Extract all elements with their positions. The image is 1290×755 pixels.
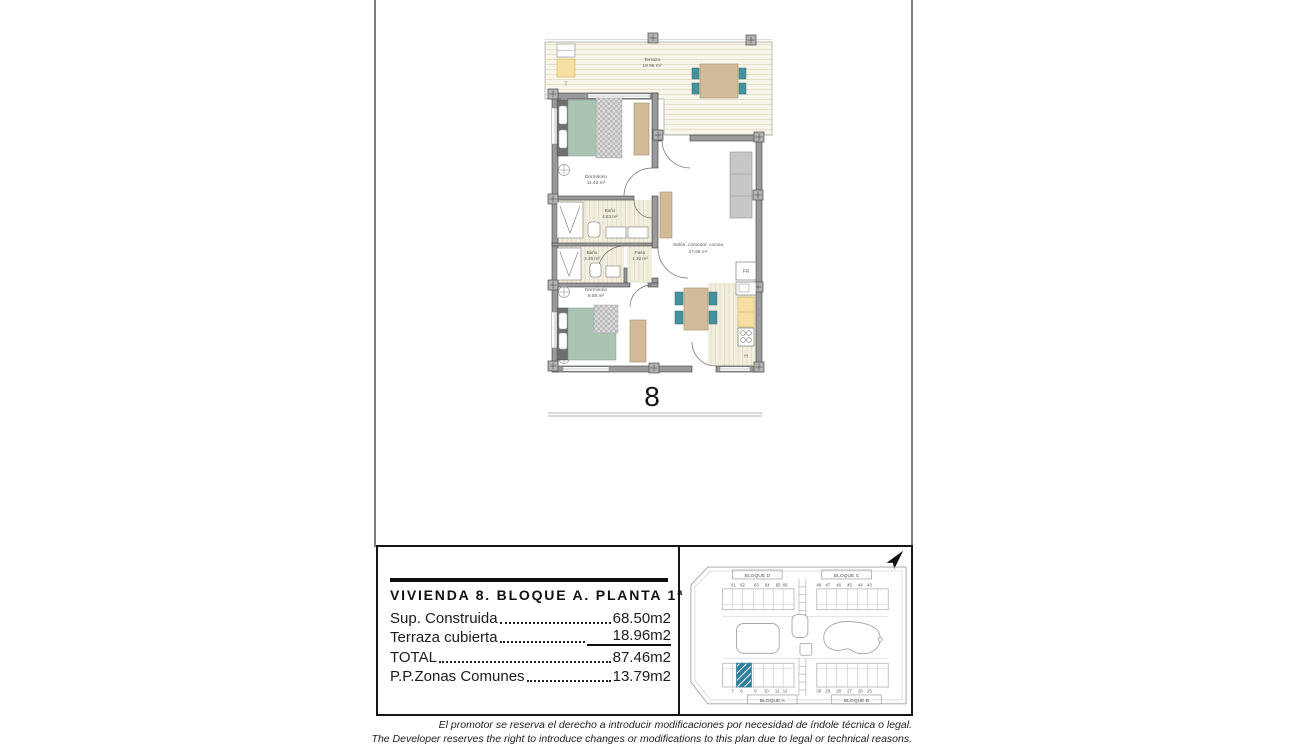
block-d (723, 570, 794, 610)
sideboard (630, 320, 646, 362)
floor-plan (500, 20, 800, 420)
wardrobe (634, 103, 649, 155)
unit-number: 64 (764, 582, 770, 588)
spec-label: Terraza cubierta (390, 629, 498, 646)
unit-number: 43 (866, 582, 872, 588)
block-label: BLOQUE A (759, 698, 785, 704)
unit-number: 27 (847, 688, 852, 694)
sofa (730, 152, 752, 218)
room-label: Terraza (644, 58, 660, 63)
pool-right (824, 621, 881, 653)
unit-number: 63 (753, 582, 759, 588)
site-plan (680, 547, 911, 714)
site-panel (680, 547, 911, 714)
summary-box (376, 545, 913, 716)
block-label: BLOQUE B (843, 698, 870, 704)
room-area: 18.96 m² (642, 64, 662, 69)
room-area: 27.68 m² (688, 250, 708, 255)
room-area: 1.32 m² (632, 256, 648, 261)
spec-row-terraza-cubierta (390, 627, 671, 647)
spec-value: 68.50m2 (612, 609, 671, 627)
dot-leader (527, 680, 611, 682)
room-label: Baño (604, 208, 616, 213)
room-area: 9.58 m² (587, 294, 605, 299)
unit-number: 10 (763, 688, 769, 694)
spec-value: 87.46m2 (612, 648, 671, 666)
dot-leader (439, 661, 611, 663)
unit-number: 29 (825, 688, 831, 694)
unit-number: 11 (774, 688, 780, 694)
unit-number: 7 (731, 688, 734, 694)
terrace-table (692, 64, 746, 98)
room-area: 4.63 m² (602, 214, 618, 219)
spec-row-sup-construida (390, 607, 671, 627)
title-rule (390, 578, 668, 582)
unit-number: 45 (847, 582, 852, 588)
dot-leader (500, 622, 611, 624)
block-label: BLOQUE C (833, 573, 860, 579)
unit-number: 48 (816, 582, 822, 588)
unit-number: 8 (644, 381, 660, 412)
unit-number: 61 (731, 582, 736, 588)
unit-number: 8 (740, 688, 743, 694)
room-area: 3.36 m² (584, 256, 600, 261)
scale-bar (548, 413, 762, 416)
toilet (590, 263, 601, 277)
unit-number: 65 (775, 582, 781, 588)
pool-left (737, 624, 780, 654)
unit-number: 66 (782, 582, 788, 588)
sink (606, 227, 626, 238)
unit-number: 12 (782, 688, 788, 694)
room-area: 11.42 m² (586, 181, 606, 186)
bedroom1-furniture (557, 98, 649, 158)
terrace-marker: T (564, 82, 568, 88)
center-building (792, 615, 808, 638)
unit-number: 26 (858, 688, 863, 694)
block-label: BLOQUE D (744, 573, 771, 579)
sideboard (660, 192, 672, 238)
unit-number: 28 (836, 688, 841, 694)
spec-table (390, 547, 685, 685)
block-c (816, 570, 888, 610)
page-title: VIVIENDA 8. BLOQUE A. PLANTA 1ª (390, 587, 685, 603)
salon-furniture (660, 152, 756, 346)
unit-number: 9 (754, 688, 757, 694)
unit-number: 62 (740, 582, 745, 588)
spec-row-total (390, 646, 671, 666)
pools (737, 615, 883, 656)
spec-value: 13.79m2 (612, 668, 671, 685)
spec-value: 18.96m2 (587, 627, 671, 646)
room-label: Baño (586, 250, 598, 255)
disclaimer-es: El promotor se reserva el derecho a introducir modificaciones por necesidad de índole técnica o legal. (438, 719, 912, 731)
unit-number: 44 (858, 582, 863, 588)
block-b (816, 663, 888, 704)
spec-label: TOTAL (390, 648, 437, 666)
page-frame-line-left (374, 0, 376, 547)
disclaimer (272, 719, 912, 746)
room-label: Paso (634, 250, 646, 255)
room-label: Salón, comedor, cocina (673, 243, 723, 248)
north-arrow-icon (887, 548, 907, 570)
sink (606, 266, 620, 277)
toilet (588, 222, 600, 237)
page-frame-line-right (911, 0, 913, 547)
unit-number: 25 (866, 688, 872, 694)
unit-number: 46 (836, 582, 841, 588)
cooktop (738, 328, 754, 346)
bedroom2-furniture (557, 305, 646, 362)
highlighted-unit-8 (737, 663, 752, 687)
info-panel (378, 547, 685, 714)
room-label: Dormitorio (584, 175, 608, 180)
spec-row-zonas-comunes (390, 666, 671, 686)
sink (628, 227, 648, 238)
disclaimer-en: The Developer reserves the right to introduce changes or modifications to this plan due to legal or technical reasons. (371, 732, 912, 745)
center-building (800, 643, 812, 655)
unit-number: 30 (816, 688, 822, 694)
terrace-yellow-cabinet (557, 59, 575, 77)
room-label: Dormitorio (584, 288, 608, 293)
oven-marker: H (744, 354, 748, 360)
spec-label: P.P.Zonas Comunes (390, 668, 525, 685)
fridge-marker: FR (742, 269, 750, 275)
block-a (723, 663, 797, 704)
dot-leader (500, 641, 585, 643)
unit-number: 47 (825, 582, 831, 588)
spec-label: Sup. Construida (390, 609, 498, 627)
